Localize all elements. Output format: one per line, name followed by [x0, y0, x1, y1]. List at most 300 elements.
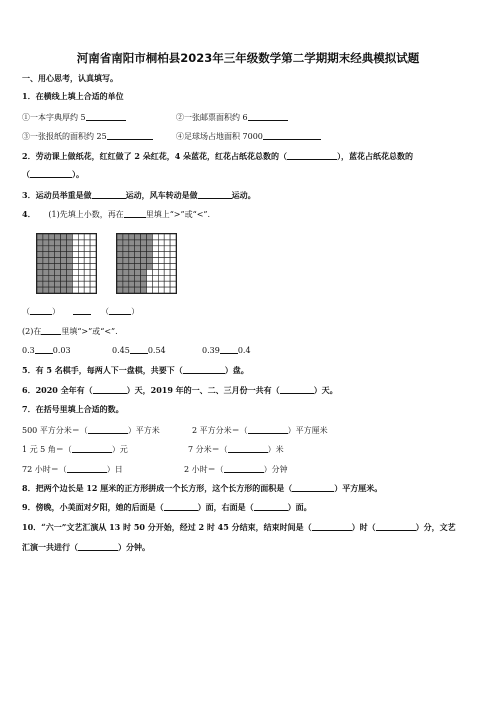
grid-cell: [117, 287, 123, 293]
grid-cell: [158, 287, 164, 293]
grid-cell: [43, 264, 49, 270]
q4-line1: [22, 209, 210, 219]
grid-cell: [67, 252, 73, 258]
q1-item-b: [176, 112, 288, 122]
grid-cell: [170, 234, 176, 240]
grid-cell: [117, 234, 123, 240]
grid-cell: [61, 234, 67, 240]
q10-mid: ）时（: [351, 522, 376, 532]
q7-r3b-blank[interactable]: [224, 464, 264, 473]
q6-end: ）天。: [313, 385, 338, 395]
hundred-grid-left: [36, 233, 97, 294]
grid-cell: [61, 287, 67, 293]
grid-cell: [129, 240, 135, 246]
grid-cell: [55, 281, 61, 287]
grid-cell: [55, 275, 61, 281]
q2-blank1[interactable]: [287, 151, 337, 160]
q4-c3-right: 0.4: [237, 346, 251, 355]
grid-cell: [72, 234, 78, 240]
grid-cell: [43, 287, 49, 293]
grid-cell: [129, 258, 135, 264]
q4-c2-left: 0.45: [112, 346, 130, 355]
section-heading: 一、用心思考，认真填写。: [22, 73, 118, 83]
q7-r3b-text: 2 小时＝（: [184, 465, 224, 474]
grid-cell: [141, 234, 147, 240]
grid-cell: [164, 287, 170, 293]
grid-cell: [37, 281, 43, 287]
q10-line1: [22, 522, 456, 531]
grid-cell: [152, 269, 158, 275]
grid-cell: [72, 258, 78, 264]
hundred-grid-right: [116, 233, 177, 294]
grid-cell: [152, 246, 158, 252]
grid-cell: [37, 264, 43, 270]
grid-cell: [158, 258, 164, 264]
q9-end: ）面。: [287, 502, 312, 512]
q1-d-text: ④足球场占地面积 7000: [176, 132, 263, 141]
grid-cell: [55, 258, 61, 264]
grid-cell: [164, 240, 170, 246]
q7-r1b: [192, 425, 328, 435]
grid-cell: [78, 275, 84, 281]
grid-cell: [84, 264, 90, 270]
grid-cell: [129, 275, 135, 281]
grid-cell: [164, 258, 170, 264]
q7-r2b-end: ）米: [267, 445, 284, 454]
grid-cell: [37, 275, 43, 281]
q7-r2a-end: ）元: [111, 445, 128, 454]
grid-cell: [90, 240, 96, 246]
grid-cell: [43, 234, 49, 240]
grid-cell: [84, 275, 90, 281]
q10-blank3[interactable]: [78, 542, 118, 551]
q10-blank1[interactable]: [312, 522, 352, 531]
q7-label: 7．在括号里填上合适的数。: [22, 404, 124, 414]
q4-part2-line: [22, 326, 118, 336]
q4-answer-row: [22, 306, 139, 316]
q6-blank1[interactable]: [93, 385, 127, 394]
q8-line: [22, 483, 382, 492]
grid-cell: [117, 269, 123, 275]
grid-cell: [67, 258, 73, 264]
grid-cell: [43, 281, 49, 287]
grid-cell: [61, 275, 67, 281]
q4-c2-right: 0.54: [147, 346, 166, 355]
grid-cell: [170, 287, 176, 293]
grid-cell: [123, 234, 129, 240]
grid-cell: [170, 269, 176, 275]
grid-cell: [67, 275, 73, 281]
grid-cell: [55, 234, 61, 240]
grid-cell: [170, 264, 176, 270]
grid-cell: [129, 252, 135, 258]
q5-blank[interactable]: [183, 365, 225, 374]
grid-cell: [84, 240, 90, 246]
grid-cell: [78, 240, 84, 246]
grid-cell: [135, 281, 141, 287]
grid-cell: [67, 269, 73, 275]
q6-blank2[interactable]: [280, 385, 314, 394]
q1-b-text: ②一张邮票面积约 6: [176, 113, 248, 122]
grid-cell: [49, 252, 55, 258]
q4-c2-blank[interactable]: [130, 345, 148, 354]
grid-cell: [117, 240, 123, 246]
q4-part1-end: 里填上“>”或“<”.: [145, 210, 211, 219]
grid-cell: [164, 234, 170, 240]
q7-r3b-end: ）分钟: [263, 465, 288, 474]
q9-mid: ）面，右面是（: [197, 502, 254, 512]
grid-cell: [152, 275, 158, 281]
grid-cell: [141, 264, 147, 270]
grid-cell: [141, 281, 147, 287]
grid-cell: [152, 287, 158, 293]
grid-cell: [49, 234, 55, 240]
grid-cell: [135, 258, 141, 264]
q3-mid: 运动，风车转动是做: [125, 190, 198, 200]
q1-item-a: [22, 112, 126, 122]
grid-cell: [123, 258, 129, 264]
grid-cell: [90, 275, 96, 281]
grid-cell: [141, 240, 147, 246]
grid-cell: [37, 234, 43, 240]
grid-cell: [135, 264, 141, 270]
grid-cell: [135, 246, 141, 252]
grid-cell: [152, 264, 158, 270]
grid-cell: [90, 246, 96, 252]
grid-cell: [37, 246, 43, 252]
q4-part2-end: 里填“>”或“<”.: [61, 327, 118, 336]
q2-text: 2．劳动课上做纸花，红红做了 2 朵红花，4 朵蓝花，红花占纸花总数的（: [22, 151, 288, 161]
q4-paren-close-1: ）: [52, 307, 60, 316]
q4-c1-left: 0.3: [22, 346, 35, 355]
grid-cell: [152, 258, 158, 264]
grid-cell: [55, 252, 61, 258]
grid-cell: [90, 258, 96, 264]
grid-cell: [37, 240, 43, 246]
grid-cell: [170, 252, 176, 258]
grid-cell: [141, 252, 147, 258]
q7-r2b-text: 7 分米＝（: [188, 445, 228, 454]
grid-cell: [123, 240, 129, 246]
grid-cell: [49, 287, 55, 293]
q4-part1: (1)先填上小数，再在: [48, 210, 124, 219]
grid-cell: [158, 269, 164, 275]
grid-cell: [78, 264, 84, 270]
grid-cell: [164, 264, 170, 270]
grid-cell: [84, 269, 90, 275]
grid-cell: [78, 269, 84, 275]
grid-cell: [72, 246, 78, 252]
q1-b-blank[interactable]: [248, 112, 288, 121]
q4-answer-2[interactable]: [109, 306, 131, 315]
grid-cell: [43, 240, 49, 246]
grid-cell: [72, 281, 78, 287]
grid-cell: [147, 287, 153, 293]
q7-r2a-blank[interactable]: [72, 444, 112, 453]
grid-cell: [61, 246, 67, 252]
grid-cell: [117, 258, 123, 264]
grid-cell: [49, 269, 55, 275]
q1-a-blank[interactable]: [86, 112, 126, 121]
q10-end: ）分，文艺: [415, 522, 456, 532]
grid-cell: [152, 281, 158, 287]
grid-cell: [43, 275, 49, 281]
q2-blank2[interactable]: [30, 169, 72, 178]
grid-cell: [129, 281, 135, 287]
grid-cell: [117, 264, 123, 270]
grid-cell: [164, 281, 170, 287]
q4-paren-close-2: ）: [131, 307, 140, 316]
q9-text: 9．傍晚，小美面对夕阳，她的后面是（: [22, 502, 164, 512]
q4-compare-2: [112, 345, 166, 355]
grid-cell: [43, 269, 49, 275]
q4-label: 4．: [22, 209, 36, 219]
grid-cell: [135, 275, 141, 281]
grid-cell: [123, 269, 129, 275]
grid-cell: [49, 240, 55, 246]
q2-line1: [22, 151, 413, 160]
q1-d-blank[interactable]: [263, 131, 321, 140]
grid-cell: [78, 287, 84, 293]
q10-line2: [22, 542, 150, 551]
grid-cell: [61, 240, 67, 246]
q2-close: ）。: [72, 169, 84, 179]
grid-cell: [72, 275, 78, 281]
q2-mid: ），蓝花占纸花总数的: [337, 151, 414, 161]
grid-cell: [170, 281, 176, 287]
q4-paren-open-2: （: [101, 307, 110, 316]
q4-blank[interactable]: [124, 209, 146, 218]
grid-cell: [135, 287, 141, 293]
q2-line2: [22, 169, 84, 178]
grid-cell: [135, 252, 141, 258]
q10-line2-text: 汇演一共进行（: [22, 542, 78, 552]
grid-cell: [72, 287, 78, 293]
q7-r1a-text: 500 平方分米＝（: [22, 426, 88, 435]
q9-blank1[interactable]: [164, 502, 198, 511]
grid-cell: [67, 281, 73, 287]
grid-cell: [78, 246, 84, 252]
grid-cell: [135, 269, 141, 275]
grid-cell: [147, 240, 153, 246]
q1-item-c: [22, 131, 153, 141]
grid-cell: [90, 252, 96, 258]
q7-r3b: [184, 464, 288, 474]
q6-mid: ）天，2019 年的一、二、三月份一共有（: [126, 385, 280, 395]
grid-cell: [123, 287, 129, 293]
grid-cell: [129, 234, 135, 240]
grid-cell: [67, 234, 73, 240]
grid-cell: [158, 252, 164, 258]
grid-cell: [90, 264, 96, 270]
grid-cell: [55, 269, 61, 275]
q7-r3a-blank[interactable]: [67, 464, 107, 473]
q4-part2-blank[interactable]: [41, 326, 61, 335]
q4-c1-right: 0.03: [52, 346, 71, 355]
grid-cell: [37, 258, 43, 264]
grid-cell: [84, 234, 90, 240]
grid-cell: [90, 234, 96, 240]
grid-cell: [67, 246, 73, 252]
grid-cell: [147, 281, 153, 287]
grid-cell: [67, 287, 73, 293]
q5-text: 5．有 5 名棋手，每两人下一盘棋，共要下（: [22, 365, 183, 375]
grid-cell: [147, 252, 153, 258]
grid-cell: [43, 246, 49, 252]
grid-cell: [84, 287, 90, 293]
q8-end: ）平方厘米。: [334, 483, 383, 493]
grid-cell: [129, 264, 135, 270]
grid-cell: [129, 287, 135, 293]
q5-line: [22, 365, 249, 374]
grid-cell: [164, 246, 170, 252]
q3-end: 运动。: [231, 190, 256, 200]
q7-r2a-text: 1 元 5 角＝（: [22, 445, 72, 454]
q8-text: 8．把两个边长是 12 厘米的正方形拼成一个长方形，这个长方形的面积是（: [22, 483, 293, 493]
q1-c-blank[interactable]: [107, 131, 153, 140]
grid-cell: [123, 246, 129, 252]
grid-cell: [61, 258, 67, 264]
grid-cell: [123, 275, 129, 281]
grid-cell: [72, 252, 78, 258]
grid-cell: [141, 258, 147, 264]
q10-blank2[interactable]: [376, 522, 416, 531]
grid-cell: [152, 234, 158, 240]
q7-r1b-blank[interactable]: [248, 425, 288, 434]
q4-compare-1: [22, 345, 71, 355]
grid-cell: [90, 281, 96, 287]
grid-cell: [117, 275, 123, 281]
q8-blank[interactable]: [292, 483, 334, 492]
grid-cell: [170, 246, 176, 252]
grid-cell: [141, 287, 147, 293]
q3-line: [22, 190, 256, 199]
grid-cell: [78, 234, 84, 240]
grid-cell: [55, 264, 61, 270]
grid-cell: [78, 258, 84, 264]
q1-c-text: ③一张报纸的面积约 25: [22, 132, 107, 141]
q9-line: [22, 502, 312, 511]
grid-cell: [55, 246, 61, 252]
grid-cell: [164, 275, 170, 281]
grid-cell: [147, 269, 153, 275]
q1-item-d: [176, 131, 321, 141]
q1-label: 1．在横线上填上合适的单位: [22, 91, 124, 101]
grid-cell: [135, 234, 141, 240]
grid-cell: [141, 269, 147, 275]
grid-cell: [123, 281, 129, 287]
q4-c3-left: 0.39: [202, 346, 220, 355]
grid-cell: [55, 240, 61, 246]
q6-line: [22, 385, 338, 394]
grid-cell: [158, 281, 164, 287]
q4-answer-1[interactable]: [30, 306, 52, 315]
q7-r1a-blank[interactable]: [88, 425, 128, 434]
q10-text: 10．“六一”文艺汇演从 13 时 50 分开始，经过 2 时 45 分结束，结束时间是（: [22, 522, 312, 532]
grid-cell: [49, 281, 55, 287]
q6-text: 6．2020 全年有（: [22, 385, 93, 395]
grid-cell: [117, 246, 123, 252]
grid-cell: [123, 264, 129, 270]
q4-compare-blank[interactable]: [73, 306, 91, 315]
grid-cell: [37, 269, 43, 275]
q7-r1b-end: ）平方厘米: [287, 426, 328, 435]
grid-cell: [72, 269, 78, 275]
q4-compare-3: [202, 345, 251, 355]
grid-cell: [141, 275, 147, 281]
grid-cell: [67, 240, 73, 246]
q3-text: 3．运动员举重是做: [22, 190, 92, 200]
q4-part2: (2)在: [22, 327, 42, 336]
page-title: 河南省南阳市桐柏县2023年三年级数学第二学期期末经典模拟试题: [76, 51, 420, 65]
q7-r2b: [188, 444, 284, 454]
grid-cell: [72, 240, 78, 246]
grid-cell: [72, 264, 78, 270]
grid-cell: [141, 246, 147, 252]
grid-cell: [90, 269, 96, 275]
q7-r2a: [22, 444, 128, 454]
grid-cell: [170, 240, 176, 246]
grid-cell: [147, 246, 153, 252]
grid-cell: [117, 252, 123, 258]
grid-cell: [49, 264, 55, 270]
q4-c1-blank[interactable]: [35, 345, 53, 354]
grid-cell: [61, 269, 67, 275]
grid-cell: [78, 281, 84, 287]
grid-cell: [67, 264, 73, 270]
grid-cell: [158, 275, 164, 281]
q7-r1b-text: 2 平方分米＝（: [192, 426, 248, 435]
grid-cell: [43, 252, 49, 258]
grid-cell: [37, 287, 43, 293]
grid-cell: [84, 281, 90, 287]
grid-cell: [78, 252, 84, 258]
q7-r1a-end: ）平方米: [127, 426, 160, 435]
q3-blank2[interactable]: [198, 190, 232, 199]
grid-cell: [84, 246, 90, 252]
q1-a-text: ①一本字典厚约 5: [22, 113, 86, 122]
grid-cell: [84, 258, 90, 264]
q7-r3a-text: 72 小时＝（: [22, 465, 67, 474]
q7-r2b-blank[interactable]: [228, 444, 268, 453]
grid-cell: [55, 287, 61, 293]
q7-r3a: [22, 464, 123, 474]
q5-end: ）盘。: [224, 365, 249, 375]
q4-c3-blank[interactable]: [220, 345, 238, 354]
q7-r1a: [22, 425, 160, 435]
grid-cell: [117, 281, 123, 287]
grid-cell: [129, 269, 135, 275]
q4-paren-open-1: （: [22, 307, 30, 316]
grid-cell: [135, 240, 141, 246]
grid-cell: [170, 275, 176, 281]
grid-cell: [152, 252, 158, 258]
grid-cell: [43, 258, 49, 264]
grid-cell: [158, 234, 164, 240]
grid-cell: [158, 264, 164, 270]
grid-cell: [164, 252, 170, 258]
q7-r3a-end: ）日: [106, 465, 123, 474]
grid-cell: [152, 240, 158, 246]
q9-blank2[interactable]: [254, 502, 288, 511]
q3-blank1[interactable]: [92, 190, 126, 199]
grid-cell: [147, 234, 153, 240]
grid-cell: [147, 258, 153, 264]
grid-cell: [49, 246, 55, 252]
grid-cell: [49, 275, 55, 281]
grid-cell: [84, 252, 90, 258]
grid-cell: [61, 281, 67, 287]
